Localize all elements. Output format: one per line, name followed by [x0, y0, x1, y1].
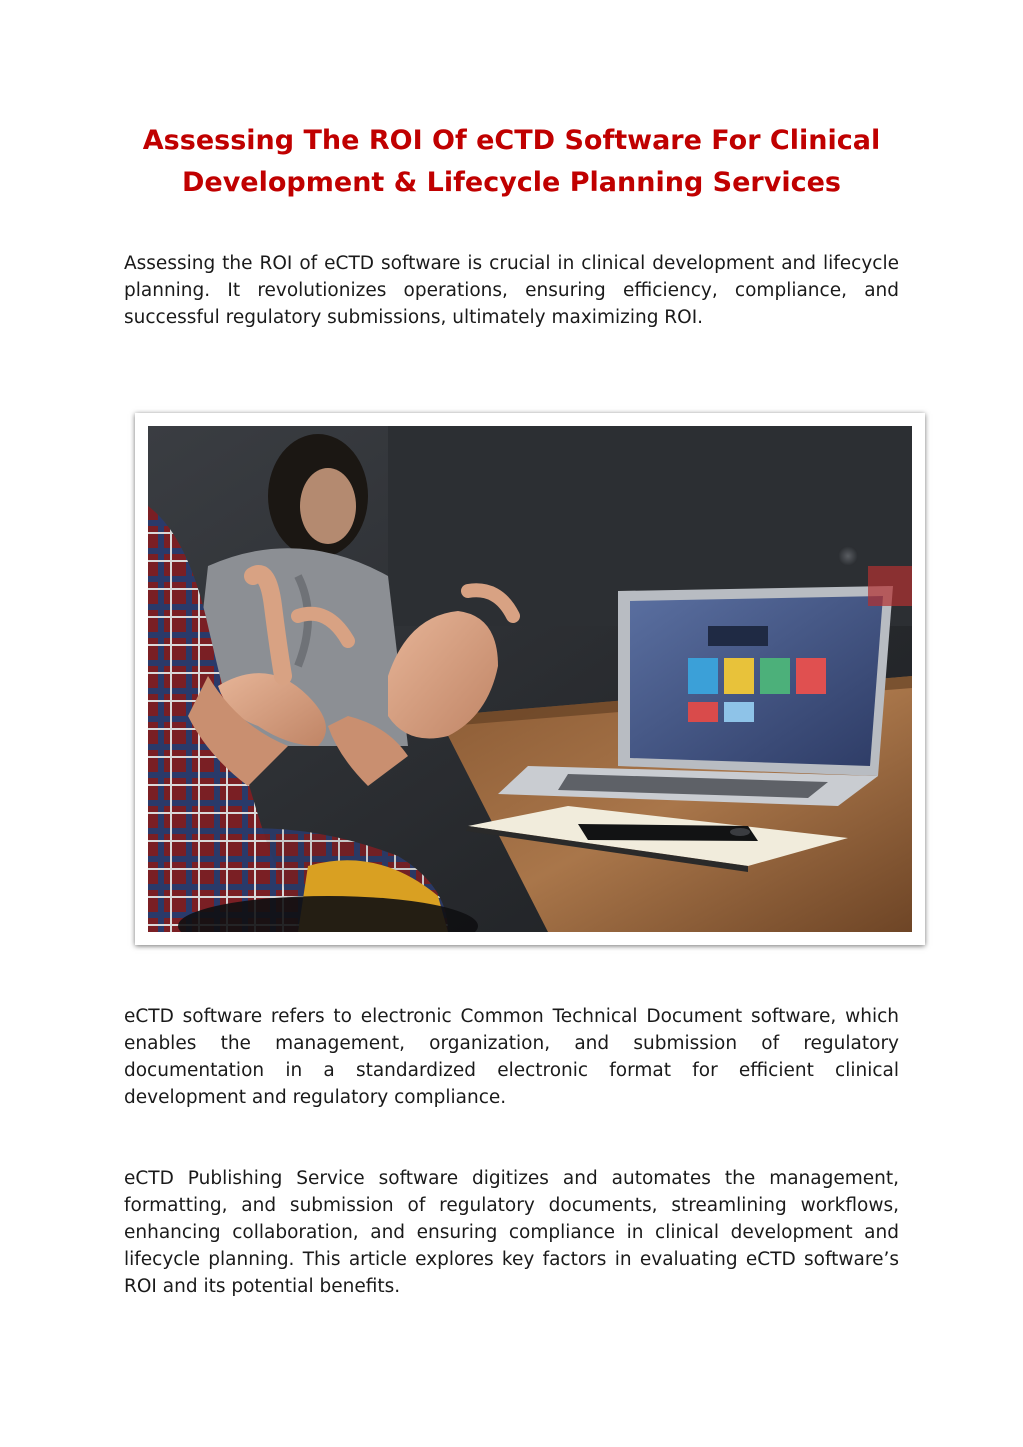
background-person-face [300, 468, 356, 544]
page-title: Assessing The ROI Of eCTD Software For Clinical Development & Lifecycle Planning Services [142, 125, 881, 198]
meeting-illustration [148, 426, 912, 932]
definition-paragraph: eCTD software refers to electronic Common Technical Document software, which enables the management, organization, and submission of regulatory documentation in a standardized electronic format for efficient clinical development and regulatory compliance. [124, 1006, 899, 1108]
meeting-photo [148, 426, 912, 932]
laptop-screen [630, 596, 883, 766]
meeting-photo-frame [135, 413, 925, 945]
intro-paragraph: Assessing the ROI of eCTD software is crucial in clinical development and lifecycle planning. It revolutionizes operations, ensuring efficiency, compliance, and successful regulatory submissions, ultimately maximizing ROI. [124, 253, 899, 328]
publishing-service-paragraph: eCTD Publishing Service software digitizes and automates the management, formatting, and submission of regulatory documents, streamlining workflows, enhancing collaboration, and ensuring compliance in clinical development and lifecycle planning. This article explores key factors in evaluating eCTD software’s ROI and its potential benefits. [124, 1168, 899, 1297]
